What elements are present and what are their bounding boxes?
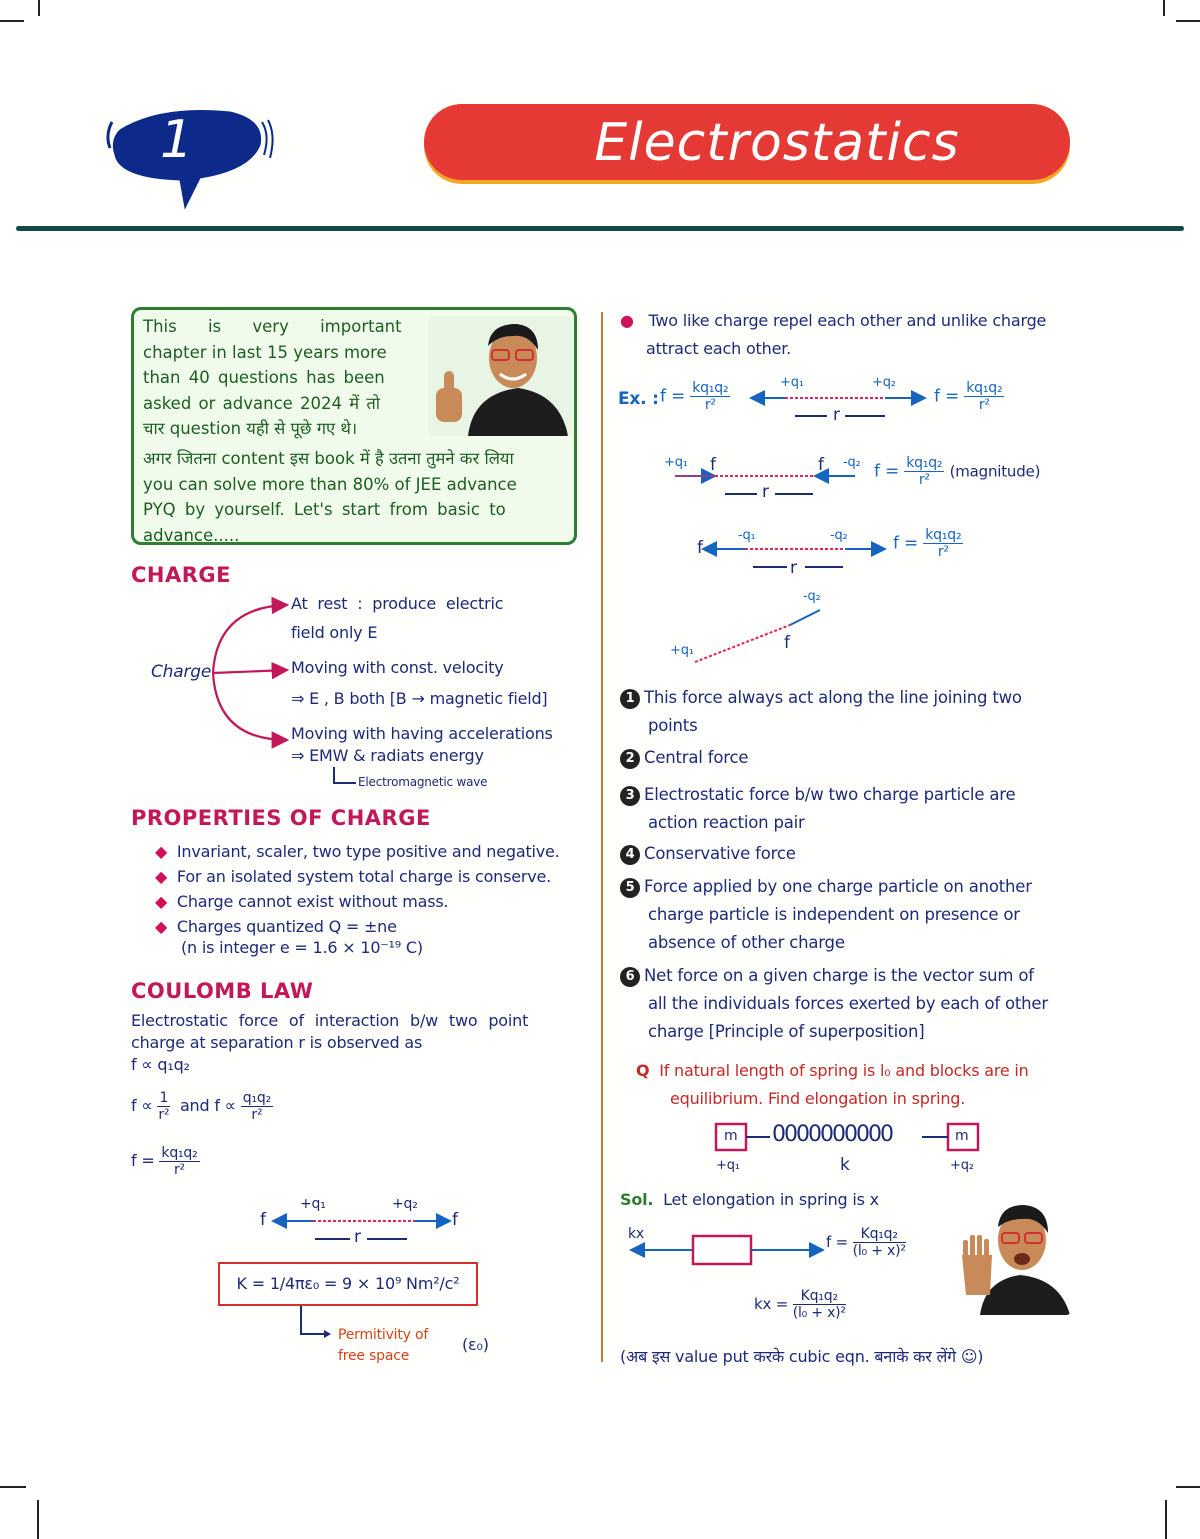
intro-text	[143, 314, 413, 442]
point-4	[620, 840, 1075, 868]
emw-note: Electromagnetic wave	[358, 775, 488, 789]
intro-line: चार question यही से पूछे गए थे।	[143, 419, 358, 438]
intro-line: you can solve more than 80% of JEE advance	[143, 474, 517, 494]
text-line: 4 Conservative force	[620, 840, 1075, 868]
text-line: Q If natural length of spring is l₀ and blocks are in	[636, 1061, 1029, 1080]
diagram-label-r: r	[354, 1227, 361, 1247]
charge-heading: CHARGE	[131, 563, 231, 587]
diagram-label-f: f	[697, 538, 703, 558]
diagram-label-q1: +q₁	[300, 1196, 326, 1212]
branch-text: ⇒ EMW & radiats energy	[291, 746, 484, 765]
text-line: 3 Electrostatic force b/w two charge particle are	[620, 781, 1075, 809]
diagram-label-f: f	[260, 1210, 266, 1230]
diagram-label-r: r	[790, 558, 797, 578]
text-line: f ∝ q₁q₂	[131, 1055, 190, 1074]
text-line: 6 Net force on a given charge is the vector sum of	[620, 962, 1075, 990]
text-line: absence of other charge	[648, 933, 845, 952]
author-photo-thumbsup	[428, 316, 572, 436]
spring-label-q1: +q₁	[716, 1158, 740, 1173]
charge-branch-arrows	[205, 595, 295, 750]
charge-branch-rest	[291, 589, 503, 647]
text-line: action reaction pair	[648, 813, 805, 832]
list-item: ◆ Invariant, scaler, two type positive and negative.	[155, 842, 560, 861]
point-1	[620, 684, 1075, 740]
diagram-label-f: f	[784, 633, 790, 653]
list-item: ◆ Charges quantized Q = ±ne	[155, 917, 397, 936]
permittivity-label	[338, 1325, 428, 1367]
crop-mark	[1165, 1500, 1167, 1539]
coulomb-constant-box	[218, 1262, 478, 1306]
block-m-left: m	[724, 1128, 738, 1144]
diagram-label-q1: +q₁	[780, 375, 804, 390]
crop-mark	[0, 20, 24, 22]
solution-footer: (अब इस value put करके cubic eqn. बनाके कर लेंगे ☺)	[620, 1347, 984, 1366]
title-banner	[424, 104, 1070, 180]
text-line: Permitivity of	[338, 1327, 429, 1343]
column-divider	[601, 312, 603, 1362]
diagram-label-q2: -q₂	[843, 455, 861, 470]
diagram-label-f: f	[710, 455, 716, 475]
diagram-label-r: r	[833, 405, 840, 425]
properties-heading: PROPERTIES OF CHARGE	[131, 806, 431, 830]
text-line: Electrostatic force of interaction b/w two point	[131, 1011, 529, 1030]
branch-text: Moving with const. velocity	[291, 658, 504, 677]
diagram-label-q1: -q₁	[738, 528, 756, 543]
coulomb-heading: COULOMB LAW	[131, 979, 314, 1003]
epsilon-label: (ε₀)	[462, 1335, 489, 1354]
solution-line: Sol. Let elongation in spring is x	[620, 1190, 879, 1209]
coulomb-desc	[131, 1010, 586, 1076]
intro-line: than 40 questions has been	[143, 368, 385, 387]
example-label: Ex. :	[618, 389, 659, 409]
point-2	[620, 744, 1075, 772]
coulomb-constant: K = 1/4πε₀ = 9 × 10⁹ Nm²/c²	[236, 1274, 460, 1293]
diagram-label-q1: +q₁	[670, 643, 694, 658]
text-line: all the individuals forces exerted by each of other	[648, 994, 1048, 1013]
branch-text: field only E	[291, 623, 378, 642]
crop-mark	[1176, 1486, 1200, 1488]
intro-line: asked or advance 2024 में तो	[143, 393, 381, 413]
solution-block-figure	[625, 1230, 830, 1270]
text-line: charge [Principle of superposition]	[648, 1022, 925, 1041]
diagram-label-q2: +q₂	[872, 375, 896, 390]
coulomb-proportion: f ∝ $\frac{1}{\text{r²}}$ and f ∝ $\frac{\text{q₁q₂}}{\text{r²}}$	[131, 1090, 271, 1124]
point-3	[620, 781, 1075, 837]
example-f-right: f = $\frac{\text{kq₁q₂}}{\text{r²}}$	[934, 380, 1003, 414]
charge-branch-velocity	[291, 652, 547, 714]
crop-mark	[37, 1500, 39, 1539]
intro-text-full	[143, 446, 571, 548]
crop-mark	[1176, 20, 1200, 22]
text-line: attract each other.	[646, 339, 792, 358]
chapter-title: Electrostatics	[594, 113, 960, 173]
spring-coils: 0000000000	[772, 1122, 892, 1147]
intro-line: chapter in last 15 years more	[143, 342, 387, 362]
diagram-label-f: f	[818, 455, 824, 475]
magnitude-formula: f = $\frac{\text{kq₁q₂}}{\text{r²}}$ (magnitude)	[874, 455, 1041, 489]
text-line: points	[648, 716, 698, 735]
list-item: (n is integer e = 1.6 × 10⁻¹⁹ C)	[181, 938, 423, 957]
intro-line: This is very important	[143, 317, 402, 336]
question	[636, 1057, 1076, 1113]
text-line: free space	[338, 1348, 410, 1364]
diagram-label-q2: -q₂	[830, 528, 848, 543]
diagram-label-q1: +q₁	[664, 455, 688, 470]
diagram-label-q2: +q₂	[392, 1196, 418, 1212]
crop-mark	[0, 1486, 26, 1488]
branch-text: Moving with having accelerations	[291, 724, 553, 743]
coulomb-formula: f = $\frac{\text{kq₁q₂}}{\text{r²}}$	[131, 1145, 198, 1179]
text-line: charge at separation r is observed as	[131, 1033, 423, 1052]
charge-root-label: Charge	[151, 662, 212, 682]
sol-kx-formula: kx = $\frac{\text{Kq₁q₂}}{\text{(l₀ + x)²}}$	[754, 1288, 846, 1322]
branch-text: At rest : produce electric	[291, 594, 504, 613]
charge-branch-acceleration	[291, 723, 553, 767]
intro-line: PYQ by yourself. Let's start from basic to	[143, 500, 506, 519]
text-line: ● Two like charge repel each other and unlike charge	[620, 311, 1047, 330]
example-f-left: f = $\frac{\text{kq₁q₂}}{\text{r²}}$	[660, 380, 729, 414]
header-rule	[16, 226, 1184, 231]
diagram-label-f: f	[452, 1210, 458, 1230]
negative-formula: f = $\frac{\text{kq₁q₂}}{\text{r²}}$	[893, 527, 962, 561]
list-item: ◆ For an isolated system total charge is conserve.	[155, 867, 552, 886]
spring-label-k: k	[840, 1155, 850, 1175]
list-item: ◆ Charge cannot exist without mass.	[155, 892, 449, 911]
intro-box	[131, 307, 577, 545]
author-photo-wave	[960, 1195, 1072, 1315]
text-line: 2 Central force	[620, 744, 1075, 772]
permittivity-arrow	[296, 1306, 336, 1346]
like-charges-bullet	[620, 307, 1075, 363]
force-diagram-like	[745, 380, 935, 425]
crop-mark	[38, 0, 40, 16]
intro-line: advance.....	[143, 525, 240, 545]
sol-force-formula: f = $\frac{\text{Kq₁q₂}}{\text{(l₀ + x)²}}$	[826, 1226, 906, 1260]
diagram-label-r: r	[762, 482, 769, 502]
spring-label-q2: +q₂	[950, 1158, 974, 1173]
crop-mark	[1163, 0, 1165, 16]
point-5	[620, 873, 1075, 957]
text-line: equilibrium. Find elongation in spring.	[670, 1089, 966, 1108]
text-line: 1 This force always act along the line joining two	[620, 684, 1075, 712]
branch-text: ⇒ E , B both [B → magnetic field]	[291, 689, 548, 708]
force-diagram-like-charges	[255, 1195, 470, 1250]
diagram-label-q2: -q₂	[803, 589, 821, 604]
text-line: charge particle is independent on presence or	[648, 905, 1020, 924]
sol-kx-label: kx	[628, 1226, 644, 1242]
properties-list	[155, 839, 560, 957]
block-m-right: m	[955, 1128, 969, 1144]
intro-line: अगर जितना content इस book में है उतना तुमने कर लिया	[143, 449, 514, 468]
text-line: 5 Force applied by one charge particle on another	[620, 873, 1075, 901]
chapter-number: 1	[160, 110, 194, 170]
point-6	[620, 962, 1075, 1046]
emw-note-arrow	[330, 765, 360, 789]
